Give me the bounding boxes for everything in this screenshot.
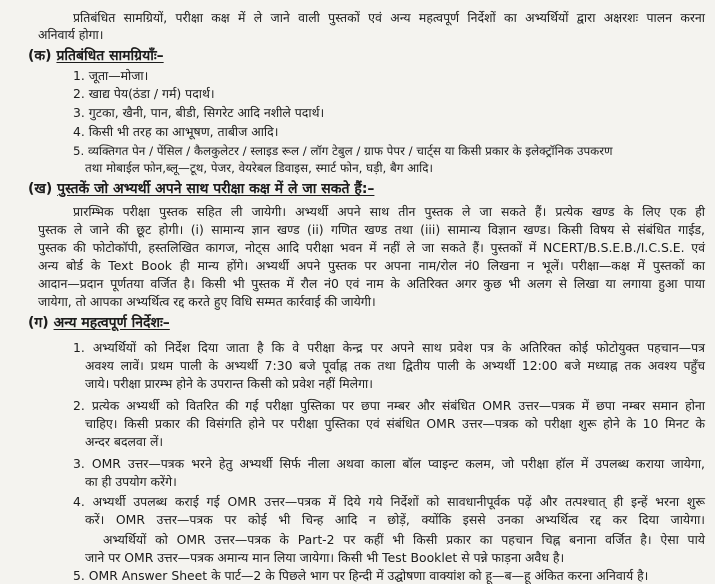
instruction-line: अभ्यर्थियों को OMR उत्तर—पत्रक के Part-2 पर कहीं भी किसी प्रकार का पहचान चिह्न बनाना वर्जित है। ऐसा पाये bbox=[103, 532, 705, 547]
section-kh-title: पुस्तकें जो अभ्यर्थी अपने साथ परीक्षा कक्ष में ले जा सकते हैं:– bbox=[57, 181, 375, 197]
instruction-line: 4. अभ्यर्थी उपलब्ध कराई गई OMR उत्तर—पत्रक में दिये गये निर्देशों को सावधानीपूर्वक पढ़ें और तत्पश्चात् ही इन्हें भरना शुरू bbox=[73, 494, 705, 509]
paragraph-line: अन्य बोर्ड के Text Book ही मान्य होंगे। अभ्यर्थी अपने पुस्तक पर अपना नाम/रोल नं0 लिखना न भूलें। परीक्षा—कक्ष में पुस्तकों का bbox=[38, 258, 705, 273]
instruction-line: 2. प्रत्येक अभ्यर्थी को वितरित की गई परीक्षा पुस्तिका पर छपा नम्बर और संबंधित OMR उत्तर—पत्रक में छपा नम्बर समान होना bbox=[73, 398, 705, 413]
paragraph-line: प्रारम्भिक परीक्षा पुस्तक सहित ली जायेगी। अभ्यर्थी अपने साथ तीन पुस्तक ले जा सकते हैं। प्रत्येक खण्ड के लिए एक ही bbox=[73, 204, 705, 219]
list-item: 5. व्यक्तिगत पेन / पेंसिल / कैलकुलेटर / स्लाइड रूल / लॉग टेबुल / ग्राफ पेपर / चार्ट्स या किसी प्रकार के इलेक्ट्रॉनिक उपकरण bbox=[73, 144, 613, 158]
paragraph-line: जायेगा, तो आपका अभ्यर्थित्व रद्द करते हुए विधि सम्मत कार्रवाई की जायेगी। bbox=[38, 294, 376, 309]
instruction-line: अन्दर बदलवा लें। bbox=[85, 434, 164, 449]
section-g-label: (ग) bbox=[28, 315, 49, 331]
instruction-line: करें। OMR उत्तर—पत्रक पर कोई भी चिन्ह आदि न छोड़ें, क्योंकि इससे उनका अभ्यर्थित्व रद्द कर दिया जायेगा। bbox=[85, 512, 705, 527]
paragraph-line: आदान—प्रदान पूर्णतया वर्जित है। किसी भी पुस्तक में रौल नं0 एवं नाम के अतिरिक्त अगर कुछ भी अलग से लिखा या लगाया हुआ पाया bbox=[38, 276, 705, 291]
list-item: 3. गुटका, खैनी, पान, बीडी, सिगरेट आदि नशीले पदार्थ। bbox=[73, 105, 325, 120]
section-k-title: प्रतिबंधित सामग्रियाँः– bbox=[56, 48, 164, 64]
list-item: तथा मोबाईल फोन,ब्लू—टूथ, पेजर, वेयरेबल डिवाइस, स्मार्ट फोन, घड़ी, बैग आदि। bbox=[85, 161, 433, 175]
instruction-line: 1. अभ्यर्थियों को निर्देश दिया जाता है कि वे परीक्षा केन्द्र पर अपने साथ प्रवेश पत्र के अतिरिक्त कोई फोटोयुक्त पहचान—पत्र bbox=[73, 340, 705, 355]
instruction-line: जाने पर OMR उत्तर—पत्रक अमान्य मान लिया जायेगा। किसी भी Test Booklet से पन्ने फाड़ना अवैध है। bbox=[85, 550, 565, 565]
paragraph-line: पुस्तक ले जाने की छूट होगी। (i) सामान्य ज्ञान खण्ड (ii) गणित खण्ड तथा (iii) सामान्य विज्ञान खण्ड। किसी विषय से संबंधित गाईड, bbox=[38, 222, 705, 237]
intro-line-1: प्रतिबंधित सामग्रियों, परीक्षा कक्ष में ले जाने वाली पुस्तकों एवं अन्य महत्वपूर्ण निर्देशों का अभ्यर्थियों द्वारा अक्षरशः पालन करना bbox=[73, 10, 705, 25]
instruction-line: चाहिए। किसी प्रकार की विसंगति होने पर परीक्षा पुस्तिका एवं संबंधित OMR उत्तर—पत्रक को परीक्षा शुरू होने के 10 मिनट के bbox=[85, 416, 705, 431]
list-item: 1. जूता—मोजा। bbox=[73, 68, 149, 83]
intro-line-2: अनिवार्य होगा। bbox=[38, 27, 104, 42]
paragraph-line: पुस्तक की फोटोकॉपी, हस्तलिखित कागज, नोट्स आदि परीक्षा भवन में नहीं ले जा सकते हैं। पुस्तकों में NCERT/B.S.E.B./I.C.S.E. एवं bbox=[38, 240, 705, 255]
section-g-heading bbox=[28, 314, 170, 332]
instruction-line: 3. OMR उत्तर—पत्रक भरने हेतु अभ्यर्थी सिर्फ नीला अथवा काला बॉल प्वाइन्ट कलम, जो परीक्षा हॉल में उपलब्ध कराया जायेगा, bbox=[73, 456, 705, 471]
instruction-line: जाये। परीक्षा प्रारम्भ होने के उपरान्त किसी को प्रवेश नहीं मिलेगा। bbox=[85, 376, 373, 391]
section-kh-heading bbox=[28, 180, 374, 198]
instruction-line: अवश्य लावें। प्रथम पाली के अभ्यर्थी 7:30 बजे पूर्वाह्न तक तथा द्वितीय पाली के अभ्यर्थी 12:00 बजे मध्याह्न तक अवश्य पहुँच bbox=[85, 358, 705, 373]
section-k-label: (क) bbox=[28, 48, 52, 64]
list-item: 2. खाद्य पेय(ठंडा / गर्म) पदार्थ। bbox=[73, 86, 215, 101]
section-kh-label: (ख) bbox=[28, 181, 53, 197]
instruction-line: का ही उपयोग करेंगे। bbox=[85, 474, 177, 489]
section-k-heading bbox=[28, 47, 164, 65]
instruction-line: 5. OMR Answer Sheet के पार्ट—2 के पिछले भाग पर हिन्दी में उद्घोषणा वाक्यांश को हू—ब—हू अंकित करना अनिवार्य है। bbox=[73, 568, 649, 583]
section-g-title: अन्य महत्वपूर्ण निर्देशः– bbox=[53, 315, 170, 331]
list-item: 4. किसी भी तरह का आभूषण, ताबीज आदि। bbox=[73, 124, 279, 139]
